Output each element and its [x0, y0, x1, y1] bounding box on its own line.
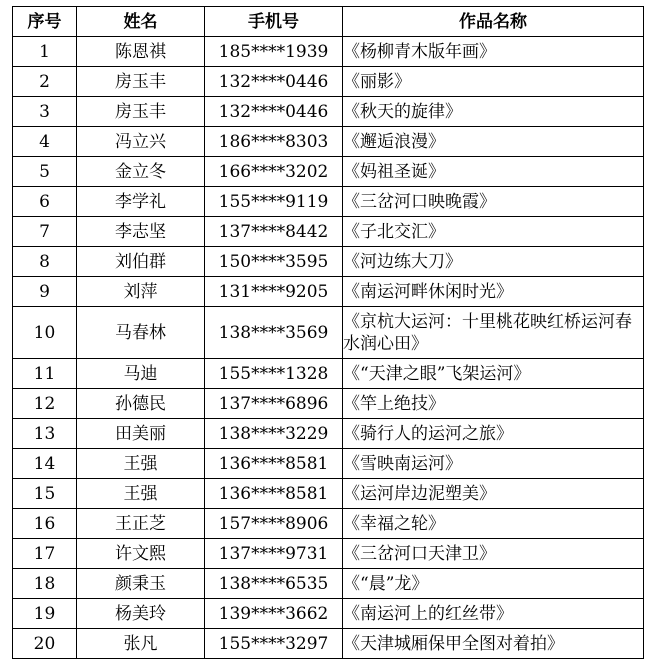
row-title: 《竿上绝技》 — [343, 389, 644, 419]
table-row — [13, 449, 644, 479]
row-phone: 155****3297 — [205, 629, 343, 659]
table-row — [13, 157, 644, 187]
row-name: 许文熙 — [77, 539, 205, 569]
table-row — [13, 187, 644, 217]
row-phone: 138****6535 — [205, 569, 343, 599]
row-title: 《三岔河口映晚霞》 — [343, 187, 644, 217]
table-row — [13, 599, 644, 629]
table-row — [13, 479, 644, 509]
row-index: 5 — [13, 157, 77, 187]
table-row — [13, 509, 644, 539]
row-phone: 137****8442 — [205, 217, 343, 247]
row-name: 张凡 — [77, 629, 205, 659]
row-index: 10 — [13, 307, 77, 359]
row-title: 《子北交汇》 — [343, 217, 644, 247]
row-index: 6 — [13, 187, 77, 217]
row-name: 王强 — [77, 479, 205, 509]
header-title: 作品名称 — [343, 7, 644, 37]
row-title: 《妈祖圣诞》 — [343, 157, 644, 187]
row-phone: 185****1939 — [205, 37, 343, 67]
row-title: 《“天津之眼”飞架运河》 — [343, 359, 644, 389]
header-index: 序号 — [13, 7, 77, 37]
row-name: 李志坚 — [77, 217, 205, 247]
row-title: 《丽影》 — [343, 67, 644, 97]
row-index: 3 — [13, 97, 77, 127]
row-name: 孙德民 — [77, 389, 205, 419]
row-title: 《河边练大刀》 — [343, 247, 644, 277]
row-phone: 132****0446 — [205, 97, 343, 127]
row-index: 11 — [13, 359, 77, 389]
row-phone: 155****9119 — [205, 187, 343, 217]
header-phone: 手机号 — [205, 7, 343, 37]
row-name: 陈恩祺 — [77, 37, 205, 67]
row-phone: 137****9731 — [205, 539, 343, 569]
row-index: 1 — [13, 37, 77, 67]
row-phone: 131****9205 — [205, 277, 343, 307]
row-name: 田美丽 — [77, 419, 205, 449]
row-title: 《天津城厢保甲全图对着拍》 — [343, 629, 644, 659]
table-row — [13, 277, 644, 307]
row-name: 房玉丰 — [77, 97, 205, 127]
row-phone: 138****3229 — [205, 419, 343, 449]
table-row — [13, 419, 644, 449]
row-name: 马春林 — [77, 307, 205, 359]
row-phone: 139****3662 — [205, 599, 343, 629]
row-title: 《秋天的旋律》 — [343, 97, 644, 127]
row-index: 16 — [13, 509, 77, 539]
row-index: 17 — [13, 539, 77, 569]
table-row — [13, 569, 644, 599]
table-body — [13, 37, 644, 659]
row-phone: 132****0446 — [205, 67, 343, 97]
row-title: 《运河岸边泥塑美》 — [343, 479, 644, 509]
row-index: 13 — [13, 419, 77, 449]
table-row — [13, 539, 644, 569]
row-phone: 137****6896 — [205, 389, 343, 419]
table-row — [13, 37, 644, 67]
row-index: 7 — [13, 217, 77, 247]
table-row — [13, 127, 644, 157]
row-phone: 136****8581 — [205, 449, 343, 479]
row-name: 马迪 — [77, 359, 205, 389]
row-name: 房玉丰 — [77, 67, 205, 97]
row-title: 《邂逅浪漫》 — [343, 127, 644, 157]
table-row — [13, 629, 644, 659]
row-phone: 136****8581 — [205, 479, 343, 509]
row-index: 4 — [13, 127, 77, 157]
row-phone: 157****8906 — [205, 509, 343, 539]
row-index: 18 — [13, 569, 77, 599]
row-name: 李学礼 — [77, 187, 205, 217]
row-index: 14 — [13, 449, 77, 479]
table-row — [13, 247, 644, 277]
row-name: 王正芝 — [77, 509, 205, 539]
table-row — [13, 307, 644, 359]
row-index: 9 — [13, 277, 77, 307]
row-title: 《“晨”龙》 — [343, 569, 644, 599]
table-row — [13, 359, 644, 389]
row-index: 12 — [13, 389, 77, 419]
row-name: 颜秉玉 — [77, 569, 205, 599]
row-title: 《京杭大运河：十里桃花映红桥运河春水润心田》 — [343, 307, 644, 359]
table-row — [13, 67, 644, 97]
row-title: 《幸福之轮》 — [343, 509, 644, 539]
row-phone: 150****3595 — [205, 247, 343, 277]
row-phone: 155****1328 — [205, 359, 343, 389]
row-phone: 166****3202 — [205, 157, 343, 187]
row-name: 金立冬 — [77, 157, 205, 187]
row-title: 《三岔河口天津卫》 — [343, 539, 644, 569]
row-title: 《杨柳青木版年画》 — [343, 37, 644, 67]
table-row — [13, 97, 644, 127]
row-title: 《骑行人的运河之旅》 — [343, 419, 644, 449]
row-title: 《南运河畔休闲时光》 — [343, 277, 644, 307]
row-name: 刘萍 — [77, 277, 205, 307]
row-name: 刘伯群 — [77, 247, 205, 277]
row-name: 杨美玲 — [77, 599, 205, 629]
row-index: 8 — [13, 247, 77, 277]
row-index: 2 — [13, 67, 77, 97]
header-row — [13, 7, 644, 37]
row-index: 19 — [13, 599, 77, 629]
row-index: 15 — [13, 479, 77, 509]
table-row — [13, 217, 644, 247]
row-title: 《南运河上的红丝带》 — [343, 599, 644, 629]
row-phone: 138****3569 — [205, 307, 343, 359]
entries-table — [12, 6, 644, 659]
row-name: 王强 — [77, 449, 205, 479]
table-row — [13, 389, 644, 419]
row-title: 《雪映南运河》 — [343, 449, 644, 479]
row-name: 冯立兴 — [77, 127, 205, 157]
row-phone: 186****8303 — [205, 127, 343, 157]
row-index: 20 — [13, 629, 77, 659]
header-name: 姓名 — [77, 7, 205, 37]
